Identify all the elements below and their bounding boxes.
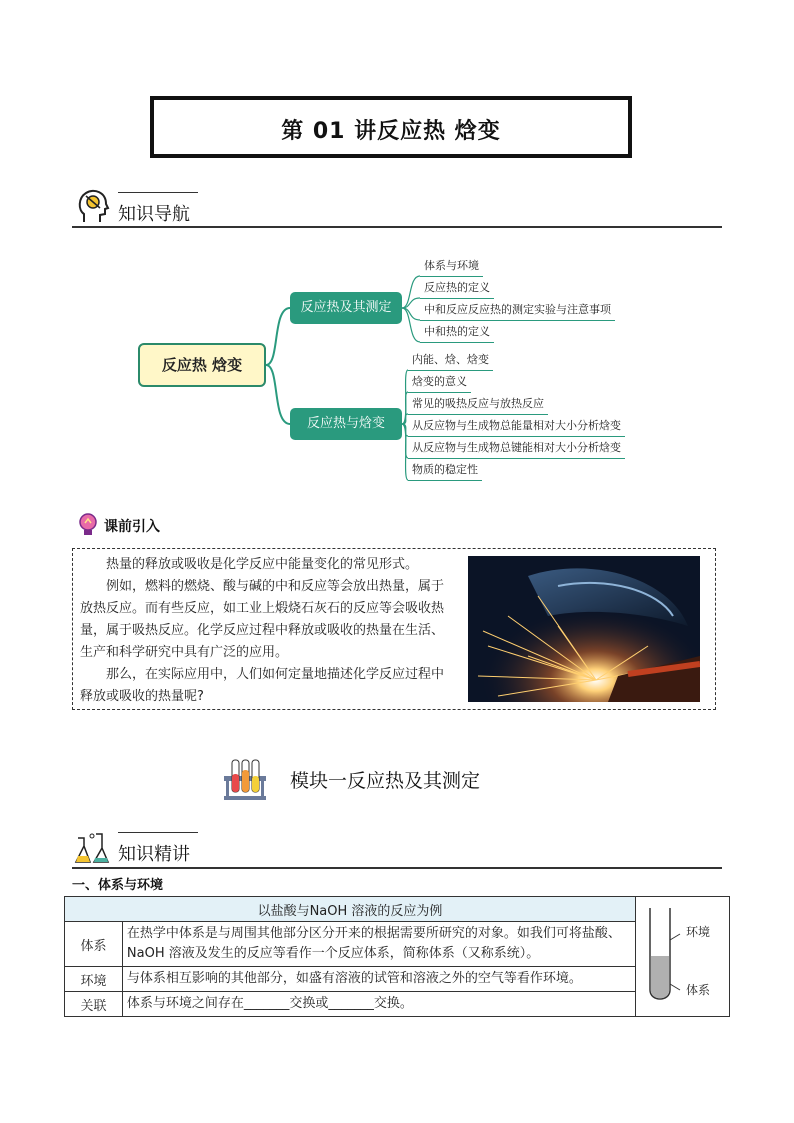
bulb-icon bbox=[76, 512, 100, 538]
nav-section-title: 知识导航 bbox=[118, 204, 190, 225]
table-row bbox=[65, 967, 730, 992]
system-environment-table bbox=[64, 896, 730, 1017]
row-label: 关联 bbox=[65, 992, 123, 1017]
mindmap-branch-2: 反应热与焓变 bbox=[290, 408, 402, 440]
intro-text bbox=[80, 554, 456, 708]
test-tube-diagram-cell bbox=[635, 897, 729, 1017]
mindmap-leaf: 从反应物与生成物总能量相对大小分析焓变 bbox=[408, 416, 625, 437]
module-title: 模块一反应热及其测定 bbox=[290, 770, 481, 792]
mindmap-leaf: 反应热的定义 bbox=[420, 278, 494, 299]
row-text: 与体系相互影响的其他部分，如盛有溶液的试管和溶液之外的空气等看作环境。 bbox=[122, 967, 635, 992]
intro-paragraph: 那么，在实际应用中，人们如何定量地描述化学反应过程中释放或吸收的热量呢? bbox=[80, 667, 445, 704]
mindmap-leaf: 常见的吸热反应与放热反应 bbox=[408, 394, 548, 415]
test-tube-diagram bbox=[636, 898, 728, 1016]
subsection-title: 一、体系与环境 bbox=[72, 878, 164, 893]
knowledge-divider bbox=[72, 867, 722, 869]
table-row bbox=[65, 922, 730, 967]
welding-sparks-image bbox=[468, 556, 700, 702]
row-label: 体系 bbox=[65, 922, 123, 967]
intro-paragraph: 热量的释放或吸收是化学反应中能量变化的常见形式。 bbox=[106, 557, 419, 572]
row-text: 在热学中体系是与周围其他部分区分开来的根据需要所研究的对象。如我们可将盐酸、NaOH 溶液及发生的反应等看作一个反应体系，简称体系（又称系统）。 bbox=[122, 922, 635, 967]
page-title: 第 01 讲反应热 焓变 bbox=[281, 119, 501, 144]
row-text: 体系与环境之间存在_______交换或_______交换。 bbox=[122, 992, 635, 1017]
mindmap-root: 反应热 焓变 bbox=[138, 343, 266, 387]
mindmap-leaf: 物质的稳定性 bbox=[408, 460, 482, 481]
row-label: 环境 bbox=[65, 967, 123, 992]
mindmap-leaf: 中和热的定义 bbox=[420, 322, 494, 343]
table-row bbox=[65, 992, 730, 1017]
mindmap-leaf: 体系与环境 bbox=[420, 256, 483, 277]
intro-paragraph: 例如，燃料的燃烧、酸与碱的中和反应等会放出热量，属于放热反应。而有些反应，如工业上煅烧石灰石的反应等会吸收热量，属于吸热反应。化学反应过程中释放或吸收的热量在生活、生产和科学研究中具有广泛的应用。 bbox=[80, 579, 445, 660]
environment-label: 环境 bbox=[685, 925, 710, 939]
test-tubes-icon bbox=[222, 756, 268, 802]
mindmap-leaf: 中和反应反应热的测定实验与注意事项 bbox=[420, 300, 615, 321]
knowledge-overline bbox=[118, 832, 198, 833]
knowledge-section-title: 知识精讲 bbox=[118, 844, 190, 865]
mindmap-branch-1: 反应热及其测定 bbox=[290, 292, 402, 324]
system-label: 体系 bbox=[685, 983, 710, 997]
mindmap-leaf: 内能、焓、焓变 bbox=[408, 350, 493, 371]
table-header: 以盐酸与NaOH 溶液的反应为例 bbox=[65, 897, 636, 922]
mindmap-leaf: 焓变的意义 bbox=[408, 372, 471, 393]
flask-icon bbox=[72, 830, 112, 866]
mindmap-leaf: 从反应物与生成物总键能相对大小分析焓变 bbox=[408, 438, 625, 459]
intro-section-title: 课前引入 bbox=[104, 519, 160, 535]
